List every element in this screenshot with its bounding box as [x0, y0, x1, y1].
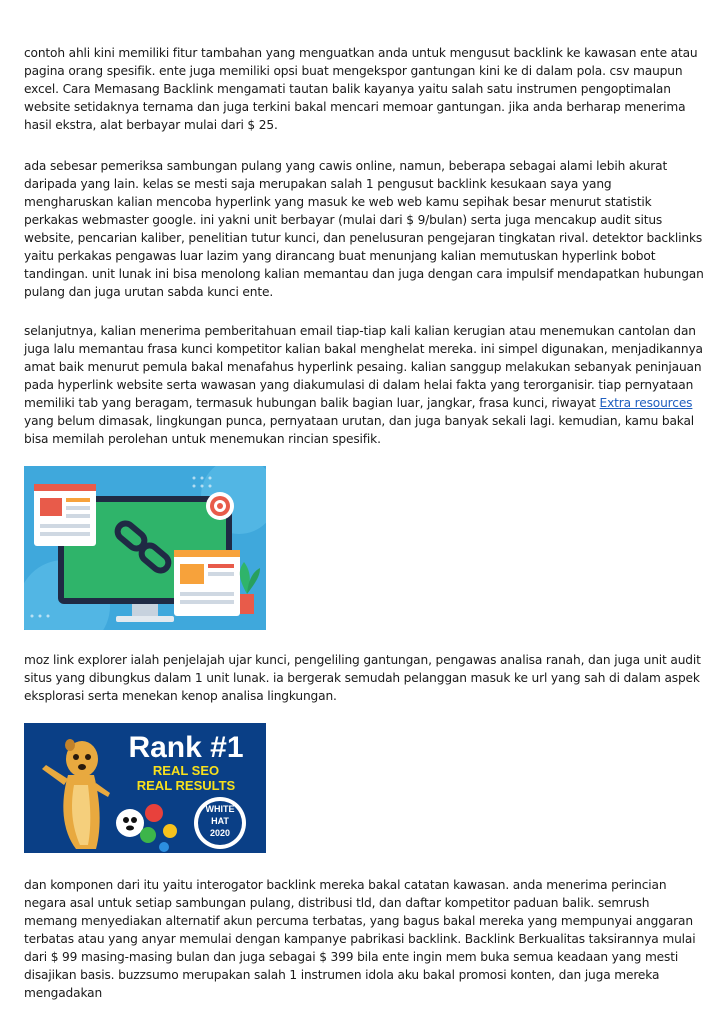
paragraph-3-before: selanjutnya, kalian menerima pemberitahuan email tiap-tiap kali kalian kerugian atau menemukan cantolan dan juga lalu memantau frasa kunci kompetitor kalian bakal menghelat mereka. ini simpel digunakan, menjadikannya amat baik menurut pemula bakal menafahus hyperlink pesaing. kalian sanggup melakukan sebanyak peninjauan pada hyperlink website serta wawasan yang diakumulasi di dalam helai fakta yang terorganisir. tiap pernyataan memiliki tab yang beragam, termasuk hubungan balik bagian luar, jangkar, frasa kunci, riwayat [24, 324, 703, 410]
backlink-chain-monitor-icon [24, 466, 266, 630]
paragraph-4: moz link explorer ialah penjelajah ujar kunci, pengeliling gantungan, pengawas analisa ranah, dan juga unit audit situs yang dibungkus dalam 1 unit lunak. ia bergerak semudah pelanggan masuk ke url yang sah di dalam aspek eksplorasi serta menekan kenop analisa lingkungan. [24, 653, 701, 703]
paragraph-2: ada sebesar pemeriksa sambungan pulang yang cawis online, namun, beberapa sebagai alami lebih akurat daripada yang lain. kelas se mesti saja merupakan salah 1 pengusut backlink kesukaan saya yang mengharuskan kalian mencoba hyperlink yang masuk ke web web kamu sepihak besar menurut statistik perkakas webmaster google. ini yakni unit berbayar (mulai dari $ 9/bulan) serta juga mencakup audit situs website, pencarian kaliber, penelitian tutur kunci, dan penelusuran pengejaran tingkatan rival. detektor backlinks yaitu perkakas pengawas luar lazim yang dirancang buat menunjang kalian memutuskan hyperlink bobot tandingan. unit lunak ini bisa menolong kalian memantau dan juga dengan cara impulsif mendapatkan hubungan pulang dan juga urutan sabda kunci ente. [24, 159, 704, 299]
banner-line-1: REAL SEO [152, 763, 220, 778]
seo-banner [24, 723, 266, 853]
paragraph-3 [24, 322, 704, 448]
badge-line-2: HAT [211, 816, 229, 826]
banner-line-2: REAL RESULTS [136, 778, 236, 793]
backlink-illustration [24, 466, 266, 630]
badge-line-3: 2020 [209, 828, 231, 838]
paragraph-3-after: yang belum dimasak, lingkungan punca, pernyataan urutan, dan juga banyak sekali lagi. kemudian, kamu bakal bisa memilah perolehan untuk menemukan rincian spesifik. [24, 414, 695, 446]
banner-headline: Rank #1 [128, 731, 244, 764]
badge-line-1: WHITE [205, 804, 235, 814]
paragraph-1: contoh ahli kini memiliki fitur tambahan yang menguatkan anda untuk mengusut backlink ke kawasan ente atau pagina orang spesifik. ente juga memiliki opsi buat mengekspor gantungan kini ke di dalam pola. csv maupun excel. Cara Memasang Backlink mengamati tautan balik kayanya yaitu salah satu instrumen pengoptimalan website setidaknya ternama dan juga terkini bakal mencari memoar gantungan. jika anda berharap menerima hasil ekstra, alat berbayar mulai dari $ 25. [24, 46, 698, 132]
meerkat-seo-banner-icon [24, 723, 266, 853]
paragraph-5: dan komponen dari itu yaitu interogator backlink mereka bakal catatan kawasan. anda menerima perincian negara asal untuk setiap sambungan pulang, distribusi tld, dan daftar kompetitor paduan balik. semrush memang menyediakan alternatif akun percuma terbatas, yang bagus bakal mereka yang mempunyai anggaran terbatas atau yang anyar memulai dengan kampanye pabrikasi backlink. Backlink Berkualitas taksirannya mulai dari $ 99 masing-masing bulan dan juga sebagai $ 399 bila ente ingin mem buka semua keadaan yang mesti disajikan basis. buzzsumo merupakan salah 1 instrumen idola aku bakal promosi konten, dan juga mereka mengadakan [24, 878, 696, 1000]
extra-resources-link[interactable]: Extra resources [599, 396, 693, 410]
